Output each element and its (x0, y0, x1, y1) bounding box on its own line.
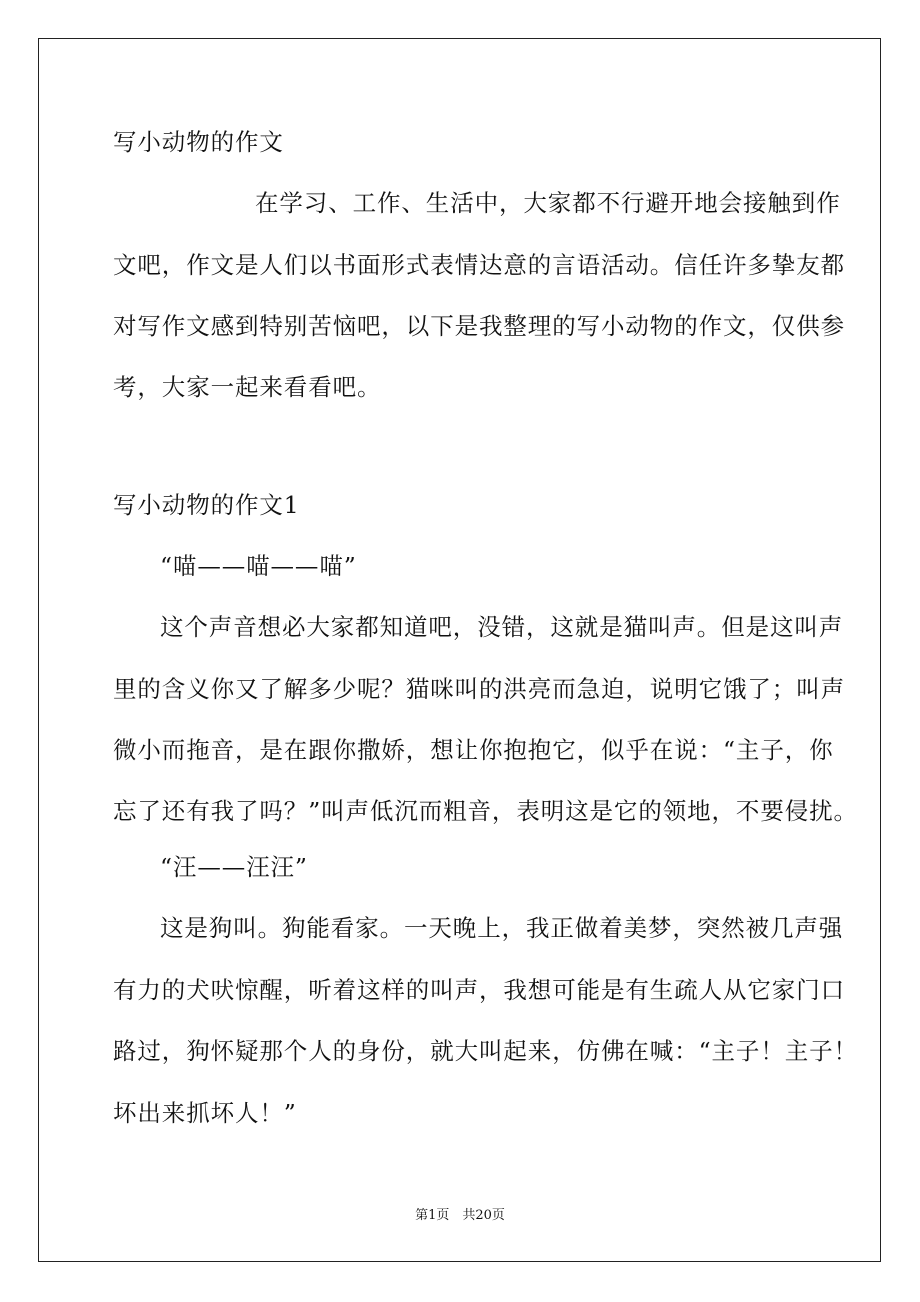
document-title: 写小动物的作文 (113, 128, 284, 156)
intro-line: 在学习、工作、生活中，大家都不行避开地会接触到作 (255, 189, 841, 217)
cat-paragraph-line: 里的含义你又了解多少呢？猫咪叫的洪亮而急迫，说明它饿了；叫声 (113, 675, 845, 703)
cat-sound: “喵——喵——喵” (160, 552, 357, 580)
cat-paragraph-line: 忘了还有我了吗？”叫声低沉而粗音，表明这是它的领地，不要侵扰。 (113, 797, 858, 825)
dog-paragraph-line: 这是狗叫。狗能看家。一天晚上，我正做着美梦，突然被几声强 (160, 914, 844, 942)
page-border (38, 38, 881, 1262)
dog-paragraph-line: 有力的犬吠惊醒，听着这样的叫声，我想可能是有生疏人从它家门口 (113, 976, 845, 1004)
dog-paragraph-line: 路过，狗怀疑那个人的身份，就大叫起来，仿佛在喊：“主子！主子！ (113, 1037, 858, 1065)
cat-paragraph-line: 这个声音想必大家都知道吧，没错，这就是猫叫声。但是这叫声 (160, 613, 844, 641)
page-number: 第1页 共20页 (415, 1208, 505, 1223)
cat-paragraph-line: 微小而拖音，是在跟你撒娇，想让你抱抱它，似乎在说：“主子，你 (113, 736, 834, 764)
intro-line: 考，大家一起来看看吧。 (113, 373, 382, 401)
intro-line: 对写作文感到特别苦恼吧，以下是我整理的写小动物的作文，仅供参 (113, 312, 845, 340)
dog-sound: “汪——汪汪” (160, 853, 308, 881)
section-title: 写小动物的作文1 (113, 491, 300, 519)
dog-paragraph-line: 坏出来抓坏人！” (113, 1099, 297, 1127)
intro-line: 文吧，作文是人们以书面形式表情达意的言语活动。信任许多挚友都 (113, 251, 845, 279)
